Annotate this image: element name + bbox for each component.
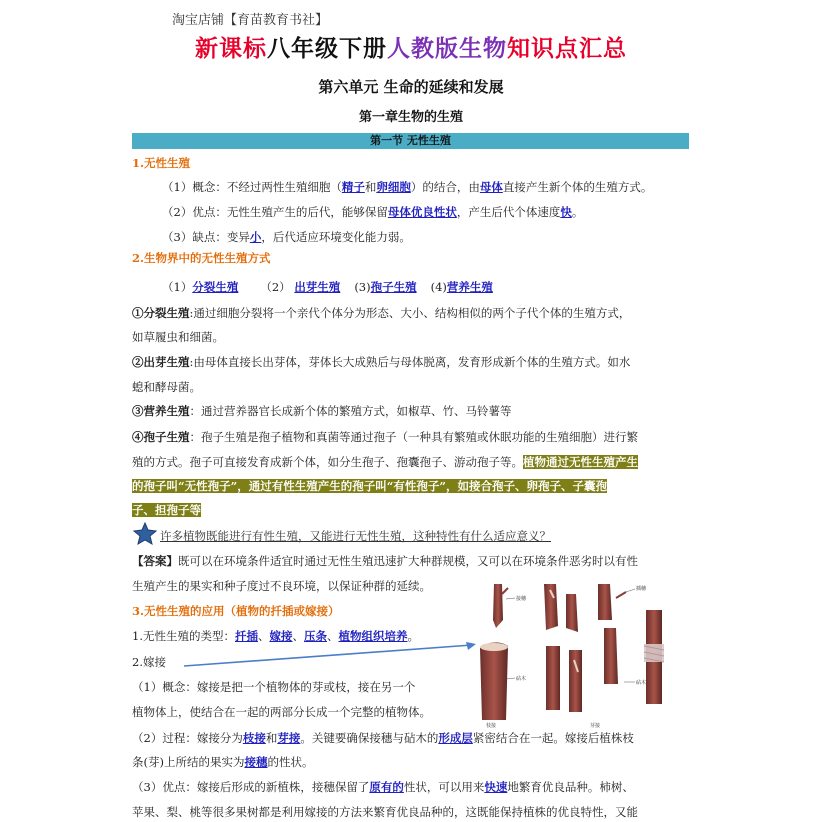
title-part-3: 人教版生物 xyxy=(387,35,507,62)
spore-line-2: 殖的方式。孢子可直接发育成新个体，如分生孢子、孢囊孢子、游动孢子等。植物通过无性生殖产生 xyxy=(132,455,638,469)
keyword-small: 小 xyxy=(249,230,262,244)
title-part-1: 新课标 xyxy=(195,35,267,62)
budding-line-2: 螅和酵母菌。 xyxy=(132,380,201,394)
reproduction-types-line: （1）分裂生殖 （2） 出芽生殖 (3)孢子生殖 (4)营养生殖 xyxy=(162,280,493,294)
spore-highlight-2: 的孢子叫“无性孢子”，通过有性生殖产生的孢子叫“有性孢子”，如接合孢子、卵孢子、子囊孢 xyxy=(132,479,607,493)
spore-highlight-3: 子、担孢子等 xyxy=(132,503,201,517)
label-branch-graft: 枝接 xyxy=(486,723,497,728)
cut-step-2 xyxy=(566,594,578,632)
grafting-advantage-1: （3）优点：嫁接后形成的新植株，接穗保留了原有的性状，可以用来快速地繁育优良品种。柿树、 xyxy=(132,780,634,794)
fission-line-1: ①分裂生殖:通过细胞分裂将一个亲代个体分为形态、大小、结构相似的两个子代个体的生殖方式， xyxy=(132,306,631,320)
chapter-title: 第一章生物的生殖 xyxy=(358,110,463,125)
asexual-types-line: 1.无性生殖的类型：扦插、嫁接、压条、植物组织培养。 xyxy=(132,629,419,643)
keyword-tissue-culture: 植物组织培养 xyxy=(338,629,408,643)
wrapped-graft xyxy=(604,610,664,704)
grafting-process-2: 条(芽)上所结的果实为接穗的性状。 xyxy=(132,755,314,769)
spore-line-3 xyxy=(132,479,607,494)
grafting-advantage-2: 苹果、梨、桃等很多果树都是利用嫁接的方法来繁育优良品种的，这既能保持植株的优良特性，又能 xyxy=(132,805,638,819)
scion-bud xyxy=(598,584,626,620)
keyword-fast: 快 xyxy=(560,205,572,219)
section-3-heading: 3.无性生殖的应用（植物的扦插或嫁接） xyxy=(132,604,340,618)
star-icon xyxy=(133,522,157,546)
question-text: 许多植物既能进行有性生殖，又能进行无性生殖，这种特性有什么适应意义？ xyxy=(160,529,551,543)
grafting-concept-1: （1）概念：嫁接是把一个植物体的芽或枝，接在另一个 xyxy=(132,680,416,694)
rootstock-branch xyxy=(480,630,508,720)
answer-line-2: 生殖产生的果实和种子度过不良环境，以保证种群的延续。 xyxy=(132,579,431,593)
keyword-cutting: 扦插 xyxy=(234,629,258,643)
keyword-layering: 压条 xyxy=(303,629,327,643)
answer-line-1: 【答案】既可以在环境条件适宜时通过无性生殖迅速扩大种群规模，又可以在环境条件恶劣时以有性 xyxy=(132,554,638,568)
shop-header: 淘宝店铺【育苗教育书社】 xyxy=(172,13,329,28)
section-2-heading: 2.生物界中的无性生殖方式 xyxy=(132,251,271,265)
disadvantage-line: （3）缺点：变异小，后代适应环境变化能力弱。 xyxy=(162,230,411,244)
budding-line-1: ②出芽生殖:由母体直接长出芽体，芽体长大成熟后与母体脱离，发育形成新个体的生殖方式。如水 xyxy=(132,355,631,369)
document-title xyxy=(0,30,822,63)
keyword-grafting: 嫁接 xyxy=(269,629,293,643)
grafting-heading: 2.嫁接 xyxy=(132,655,166,669)
pointer-arrow xyxy=(182,640,482,670)
vegetative-line: ③营养生殖：通过营养器官长成新个体的繁殖方式，如椒草、竹、马铃薯等 xyxy=(132,404,512,418)
grafting-diagram xyxy=(466,580,692,728)
keyword-egg: 卵细胞 xyxy=(376,180,411,194)
scion-branch xyxy=(493,584,508,628)
cut-step-1 xyxy=(544,584,558,630)
keyword-sperm: 精子 xyxy=(341,180,365,194)
label-stock-left: 砧木 xyxy=(516,676,527,682)
spore-line-1: ④孢子生殖：孢子生殖是孢子植物和真菌等通过孢子（一种具有繁殖或休眠功能的生殖细胞）进行繁 xyxy=(132,430,638,444)
label-scion: 接穗 xyxy=(516,596,527,602)
label-bud-graft: 芽接 xyxy=(590,723,601,728)
section-title-bar: 第一节 无性生殖 xyxy=(132,133,689,149)
label-scion-right: 插穗 xyxy=(636,586,647,592)
bud-graft-stock xyxy=(546,646,582,712)
concept-line: （1）概念：不经过两性生殖细胞（精子和卵细胞）的结合，由母体直接产生新个体的生殖方式。 xyxy=(162,180,653,194)
unit-title: 第六单元 生命的延续和发展 xyxy=(318,78,504,96)
section-1-heading: 1.无性生殖 xyxy=(132,156,191,170)
grafting-process-1: （2）过程：嫁接分为枝接和芽接。关键要确保接穗与砧木的形成层紧密结合在一起。嫁接后植株枝 xyxy=(132,731,634,745)
title-part-2: 八年级下册 xyxy=(267,35,387,62)
label-stock-right: 砧木 xyxy=(636,680,647,686)
spore-line-4 xyxy=(132,503,201,518)
spore-highlight-1: 植物通过无性生殖产生 xyxy=(523,455,638,469)
fission-line-2: 如草履虫和细菌。 xyxy=(132,330,224,344)
keyword-mother: 母体 xyxy=(479,180,503,194)
advantage-line: （2）优点：无性生殖产生的后代，能够保留母体优良性状，产生后代个体速度快。 xyxy=(162,205,584,219)
grafting-concept-2: 植物体上，使结合在一起的两部分长成一个完整的植物体。 xyxy=(132,705,431,719)
title-part-4: 知识点汇总 xyxy=(507,35,627,62)
keyword-good-traits: 母体优良性状 xyxy=(387,205,457,219)
